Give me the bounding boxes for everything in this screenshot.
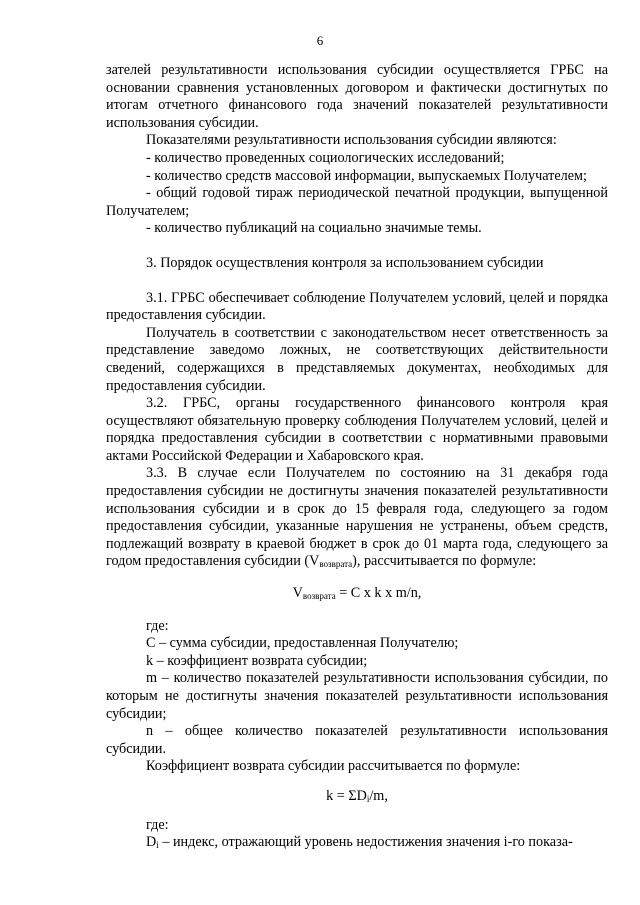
list-item: - количество публикаций на социально значимые темы. xyxy=(146,220,482,237)
definition-d: $D_i$ – индекс, отражающий уровень недостижения значения i-го показа- xyxy=(146,834,573,851)
paragraph-3-1: 3.1. ГРБС обеспечивает соблюдение Получателем условий, целей и порядка предоставления субсидии. xyxy=(106,289,608,324)
formula-coefficient: $k = \Sigma D_i/m$, xyxy=(326,787,388,804)
coefficient-intro: Коэффициент возврата субсидии рассчитывается по формуле: xyxy=(146,758,521,775)
paragraph-3-2: 3.2. ГРБС, органы государственного финансового контроля края осуществляют обязательную проверку соблюдения Получателем условий, целей и порядка предоставления субсидии в соответствии с нормативными правовыми актами Российской Федерации и Хабаровского края. xyxy=(106,395,608,464)
definition-n: n – общее количество показателей результативности использования субсидии. xyxy=(106,723,608,757)
definition-k: k – коэффициент возврата субсидии; xyxy=(146,652,368,669)
paragraph-3-3: 3.3. В случае если Получателем по состоянию на 31 декабря года предоставления субсидии не достигнуты значения показателей результативности использования субсидии и в срок до 15 февраля года, следующего за годом предоставления субсидии, указанные нарушения не устранены, объем средств, подлежащий возврату в краевой бюджет в срок до 01 марта года, следующего за годом предоставления субсидии $(V_{возврата})$, рассчитывается по формуле: xyxy=(106,465,608,570)
paragraph-indicators-intro: Показателями результативности использования субсидии являются: xyxy=(146,132,557,149)
definition-m: m – количество показателей результативности использования субсидии, по которым не достигнуты значения показателей результативности использования субсидии; xyxy=(106,670,608,722)
formula-refund-amount: $V_{возврата} = C$ x k x m/n, xyxy=(292,585,422,602)
where-label: где: xyxy=(146,617,169,634)
paragraph-responsibility: Получатель в соответствии с законодательством несет ответственность за представление заведомо ложных, не соответствующих действительности сведений, содержащихся в представляемых документах, необходимых для предоставления субсидии. xyxy=(106,324,608,394)
paragraph-continuation: зателей результативности использования субсидии осуществляется ГРБС на основании сравнения установленных договором и фактически достигнутых по итогам отчетного финансового года значений показателей результативности использования субсидии. xyxy=(106,62,608,131)
list-item: - количество средств массовой информации, выпускаемых Получателем; xyxy=(146,167,587,184)
page-number: 6 xyxy=(316,33,324,48)
list-item: - количество проведенных социологических исследований; xyxy=(146,149,505,166)
list-item: - общий годовой тираж периодической печатной продукции, выпущенной Получателем; xyxy=(106,185,608,219)
section-heading: 3. Порядок осуществления контроля за использованием субсидии xyxy=(146,254,544,271)
definition-c: C – сумма субсидии, предоставленная Получателю; xyxy=(146,635,459,652)
where-label: где: xyxy=(146,816,169,833)
document-body xyxy=(106,62,608,852)
